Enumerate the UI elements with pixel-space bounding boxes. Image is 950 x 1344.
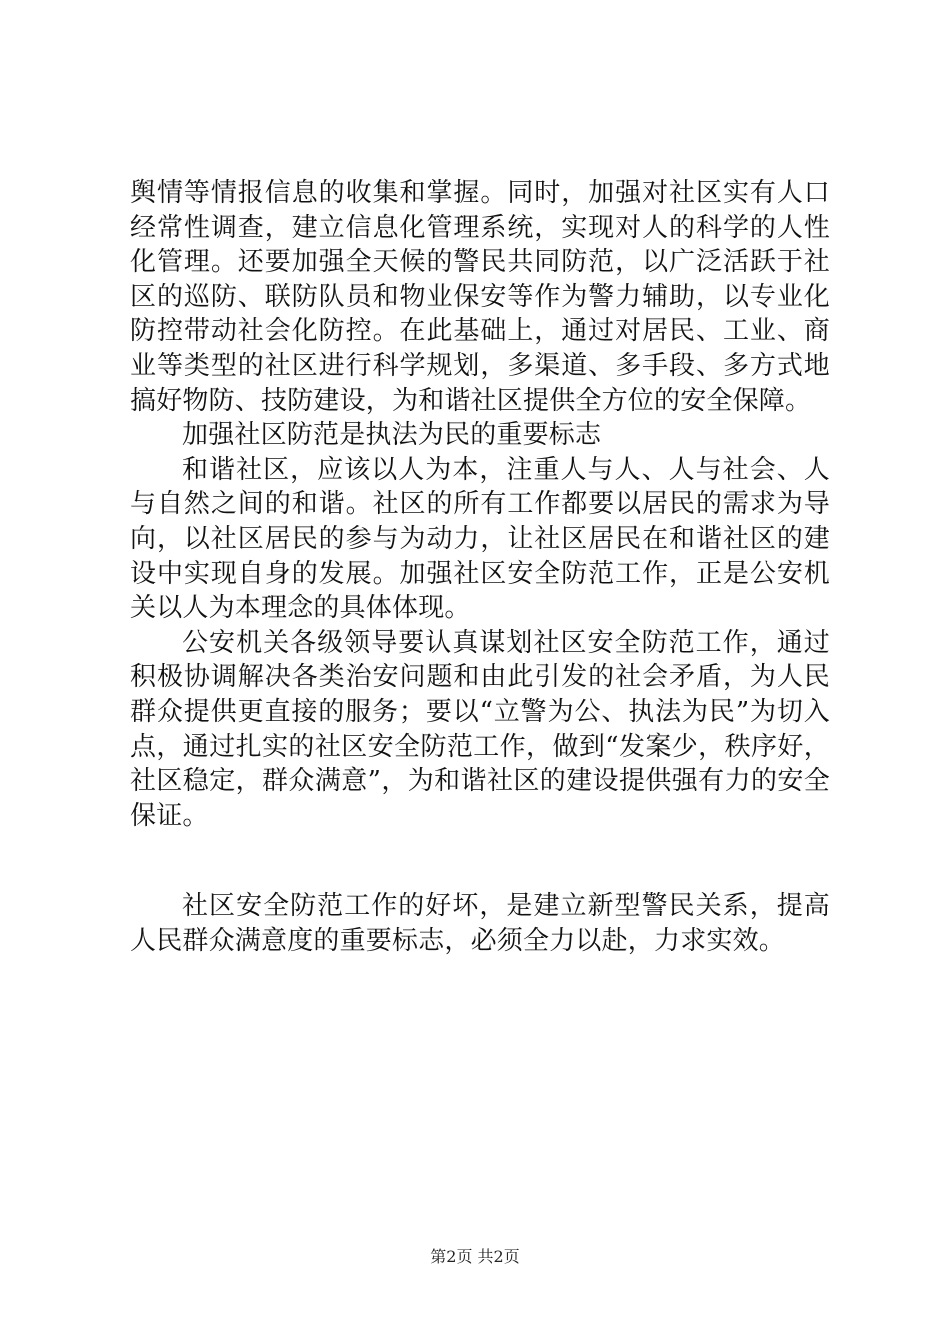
paragraph-intro: 舆情等情报信息的收集和掌握。同时，加强对社区实有人口经常性调查，建立信息化管理系统，实现对人的科学的人性化管理。还要加强全天候的警民共同防范，以广泛活跃于社区的巡防、联防队员和物业保安等作为警力辅助，以专业化防控带动社会化防控。在此基础上，通过对居民、工业、商业等类型的社区进行科学规划，多渠道、多手段、多方式地搞好物防、技防建设，为和谐社区提供全方位的安全保障。 <box>130 178 830 416</box>
paragraph-leadership: 公安机关各级领导要认真谋划社区安全防范工作，通过积极协调解决各类治安问题和由此引发的社会矛盾，为人民群众提供更直接的服务；要以“立警为公、执法为民”为切入点，通过扎实的社区安全防范工作，做到“发案少，秩序好，社区稳定，群众满意”，为和谐社区的建设提供强有力的安全保证。 <box>130 627 830 831</box>
paragraph-spacer <box>130 833 830 889</box>
paragraph-harmony: 和谐社区，应该以人为本，注重人与人、人与社会、人与自然之间的和谐。社区的所有工作都要以居民的需求为导向，以社区居民的参与为动力，让社区居民在和谐社区的建设中实现自身的发展。加强社区安全防范工作，正是公安机关以人为本理念的具体体现。 <box>130 454 830 624</box>
section-heading: 加强社区防范是执法为民的重要标志 <box>182 420 602 451</box>
paragraph-conclusion: 社区安全防范工作的好坏，是建立新型警民关系，提高人民群众满意度的重要标志，必须全力以赴，力求实效。 <box>130 891 830 956</box>
document-body <box>130 176 830 958</box>
page-number-footer: 第2页 共2页 <box>430 1247 520 1266</box>
